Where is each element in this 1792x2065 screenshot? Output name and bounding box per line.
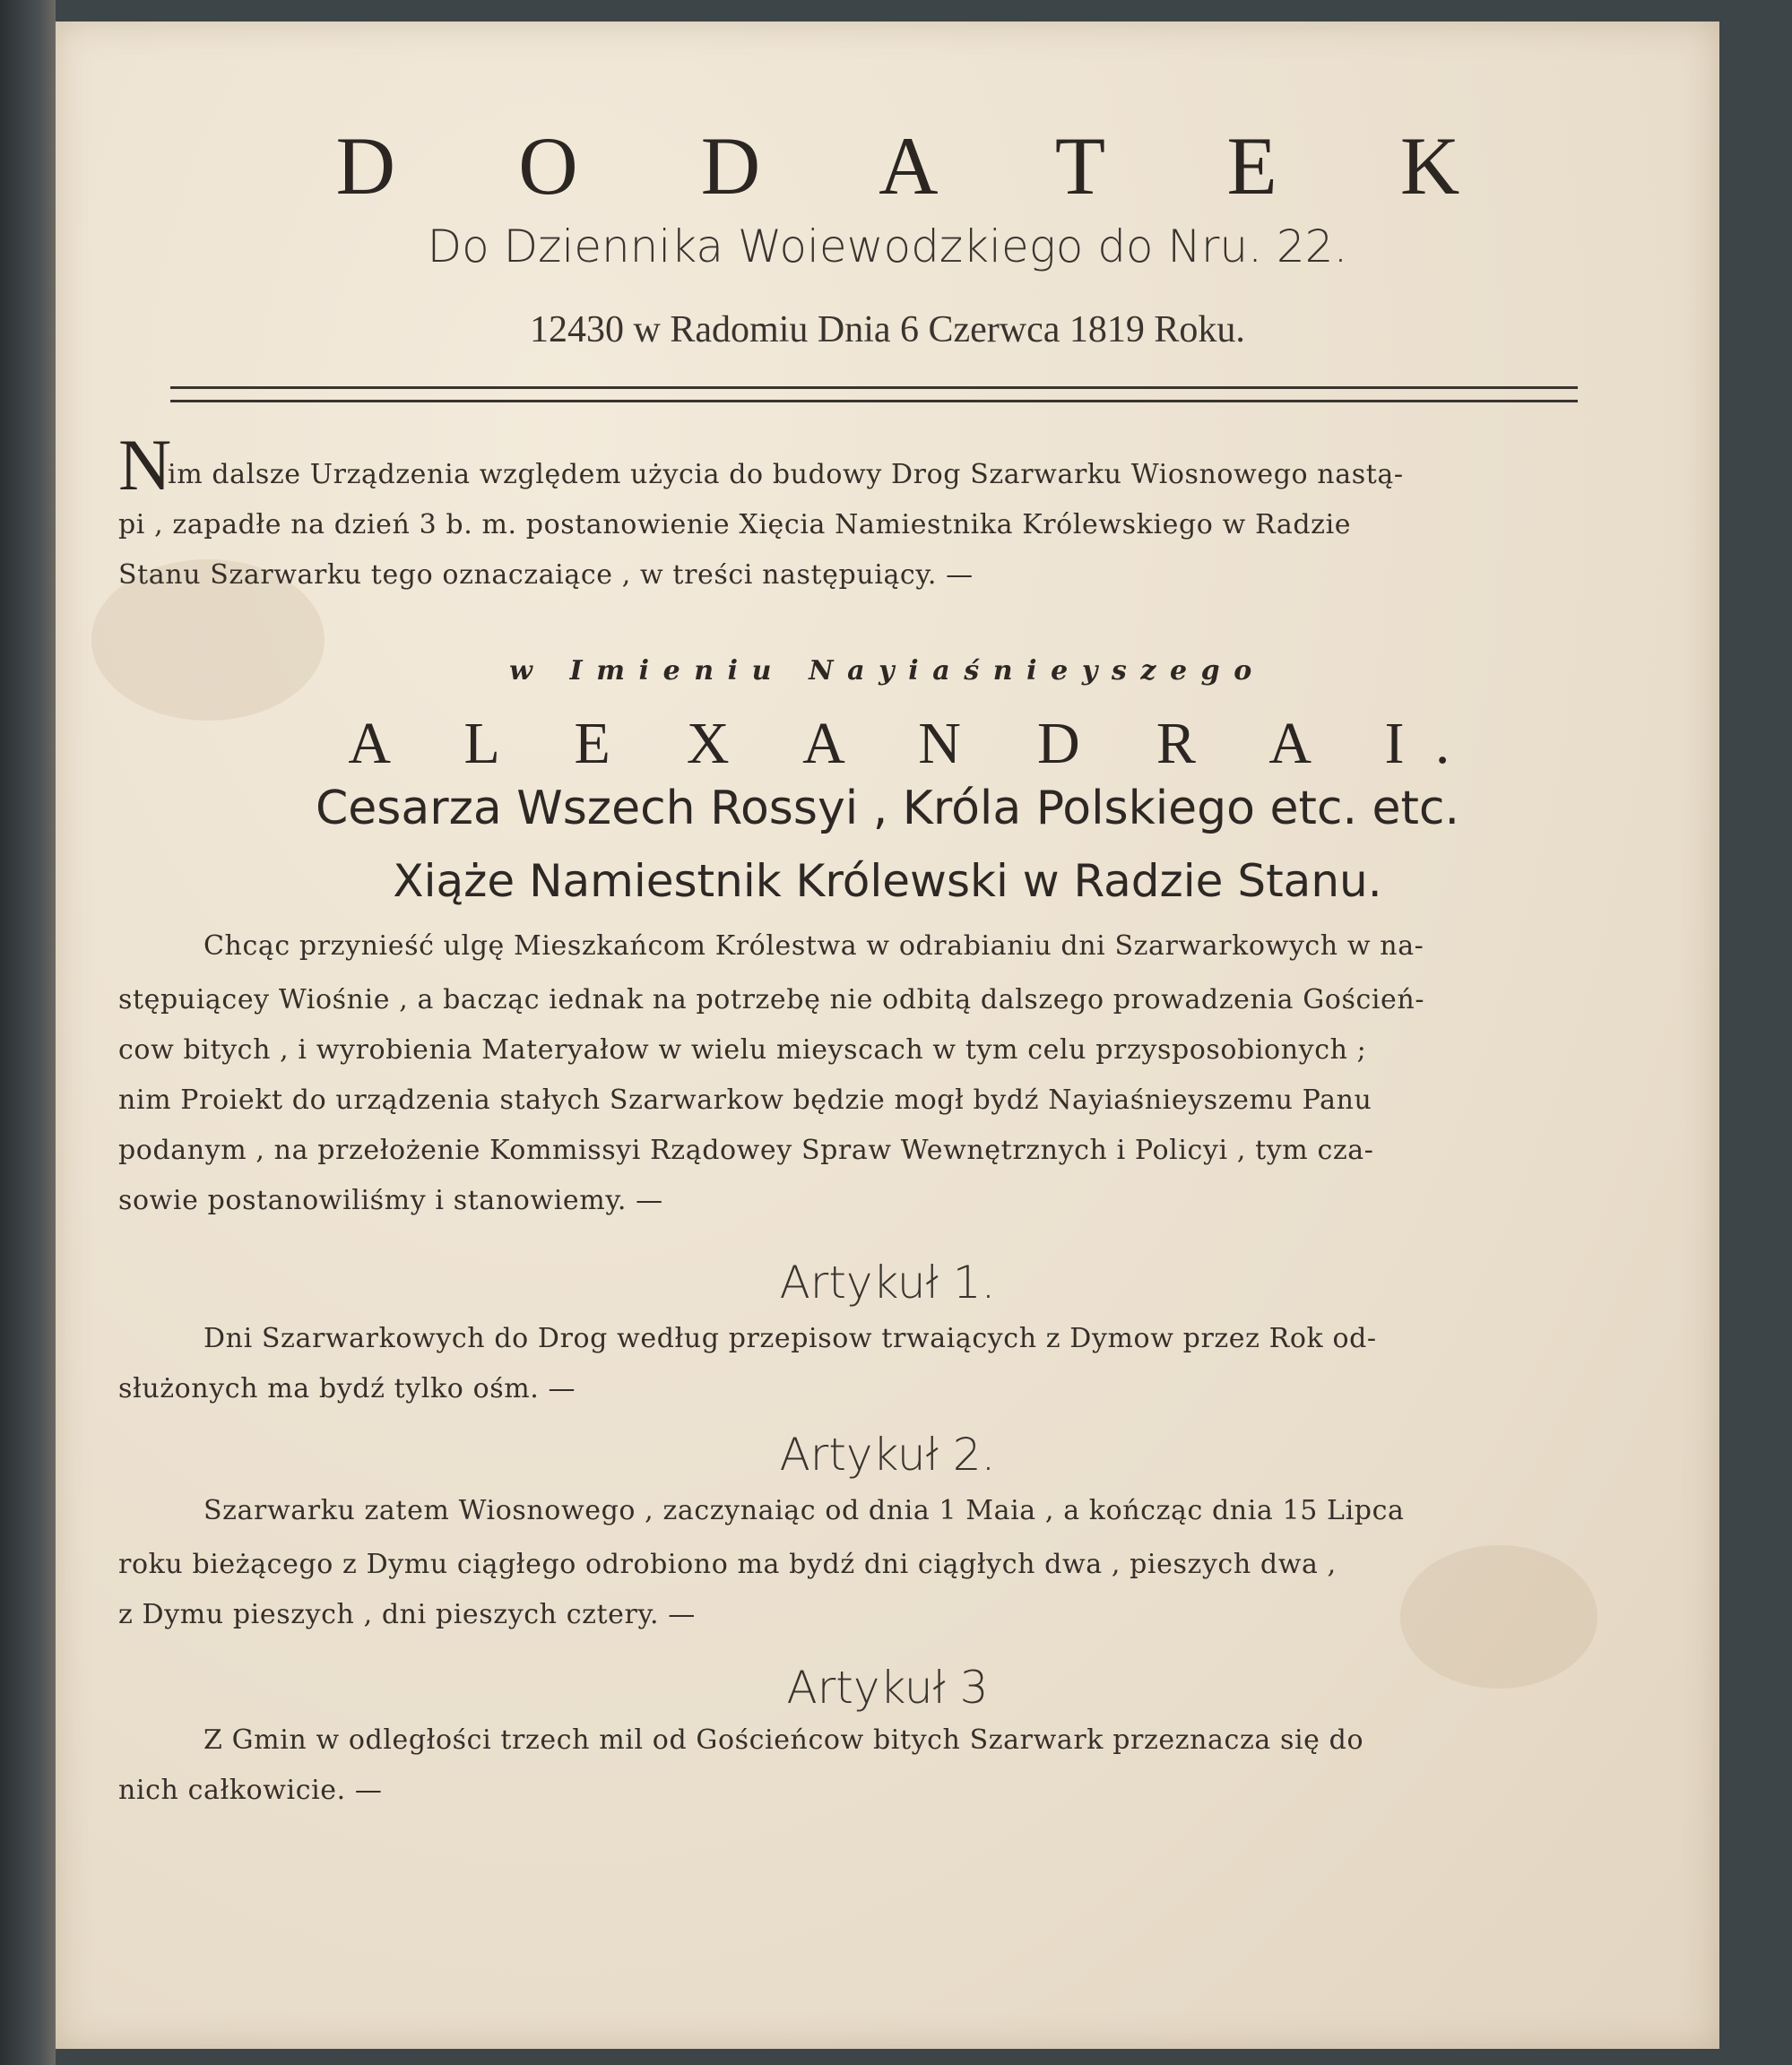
article-3-body	[203, 1715, 1638, 1766]
drop-cap: N	[118, 424, 172, 505]
intro-line: im dalsze Urządzenia względem użycia do budowy Drog Szarwarku Wiosnowego nastą-	[168, 459, 1404, 490]
article-2-body-cont	[118, 1540, 1553, 1640]
invocation: w Imieniu Nayiaśnieyszego	[509, 655, 1266, 687]
preamble-line: stępuiącey Wiośnie , a bacząc iednak na potrzebę nie odbitą dalszego prowadzenia Goścień-	[118, 984, 1425, 1015]
monarch-titles: Cesarza Wszech Rossyi , Króla Polskiego etc. etc.	[315, 782, 1460, 835]
preamble-line: cow bitych , i wyrobienia Materyałow w wielu mieyscach w tym celu przysposobionych ;	[118, 1034, 1367, 1066]
preamble-line: nim Proiekt do urządzenia stałych Szarwarkow będzie mogł bydź Nayiaśnieyszemu Panu	[118, 1084, 1372, 1116]
article-line: Z Gmin w odległości trzech mil od Gościeńcow bitych Szarwark przeznacza się do	[203, 1724, 1364, 1756]
article-1-body-cont	[118, 1364, 1553, 1414]
document-page	[56, 22, 1719, 2049]
article-line: służonych ma bydź tylko ośm. —	[118, 1373, 576, 1404]
article-3-body-cont	[118, 1766, 1553, 1816]
preamble-line: podanym , na przełożenie Kommissyi Rządowey Spraw Wewnętrznych i Policyi , tym cza-	[118, 1135, 1374, 1166]
article-line: z Dymu pieszych , dni pieszych cztery. —	[118, 1599, 696, 1630]
intro-line: pi , zapadłe na dzień 3 b. m. postanowienie Xięcia Namiestnika Królewskiego w Radzie	[118, 509, 1352, 540]
article-line: Dni Szarwarkowych do Drog według przepisow trwaiących z Dymow przez Rok od-	[203, 1323, 1377, 1354]
office-line: Xiąże Namiestnik Królewski w Radzie Stanu.	[393, 855, 1382, 907]
book-spine	[0, 0, 56, 2065]
article-3-heading: Artykuł 3	[786, 1662, 989, 1714]
article-1-heading: Artykuł 1.	[779, 1257, 996, 1309]
article-line: roku bieżącego z Dymu ciągłego odrobiono ma bydź dni ciągłych dwa , pieszych dwa ,	[118, 1549, 1337, 1580]
document-subtitle: Do Dziennika Woiewodzkiego do Nru. 22.	[427, 220, 1348, 272]
monarch-name: A L E X A N D R A I.	[348, 711, 1481, 776]
intro-line: Stanu Szarwarku tego oznaczaiące , w treści następuiący. —	[118, 559, 974, 591]
intro-paragraph-cont	[118, 500, 1553, 600]
intro-paragraph	[168, 450, 1566, 500]
header-divider	[170, 386, 1578, 402]
article-2-body	[203, 1486, 1638, 1536]
dateline: 12430 w Radomiu Dnia 6 Czerwca 1819 Roku.	[530, 309, 1245, 350]
article-line: Szarwarku zatem Wiosnowego , zaczynaiąc od dnia 1 Maia , a kończąc dnia 15 Lipca	[203, 1495, 1405, 1526]
document-title: D O D A T E K	[335, 120, 1511, 212]
article-line: nich całkowicie. —	[118, 1775, 383, 1806]
article-1-body	[203, 1314, 1638, 1364]
article-2-heading: Artykuł 2.	[779, 1429, 996, 1481]
preamble-paragraph	[118, 975, 1553, 1226]
preamble-line: sowie postanowiliśmy i stanowiemy. —	[118, 1185, 663, 1216]
preamble-first-line	[203, 921, 1638, 972]
preamble-line: Chcąc przynieść ulgę Mieszkańcom Królestwa w odrabianiu dni Szarwarkowych w na-	[203, 930, 1424, 962]
